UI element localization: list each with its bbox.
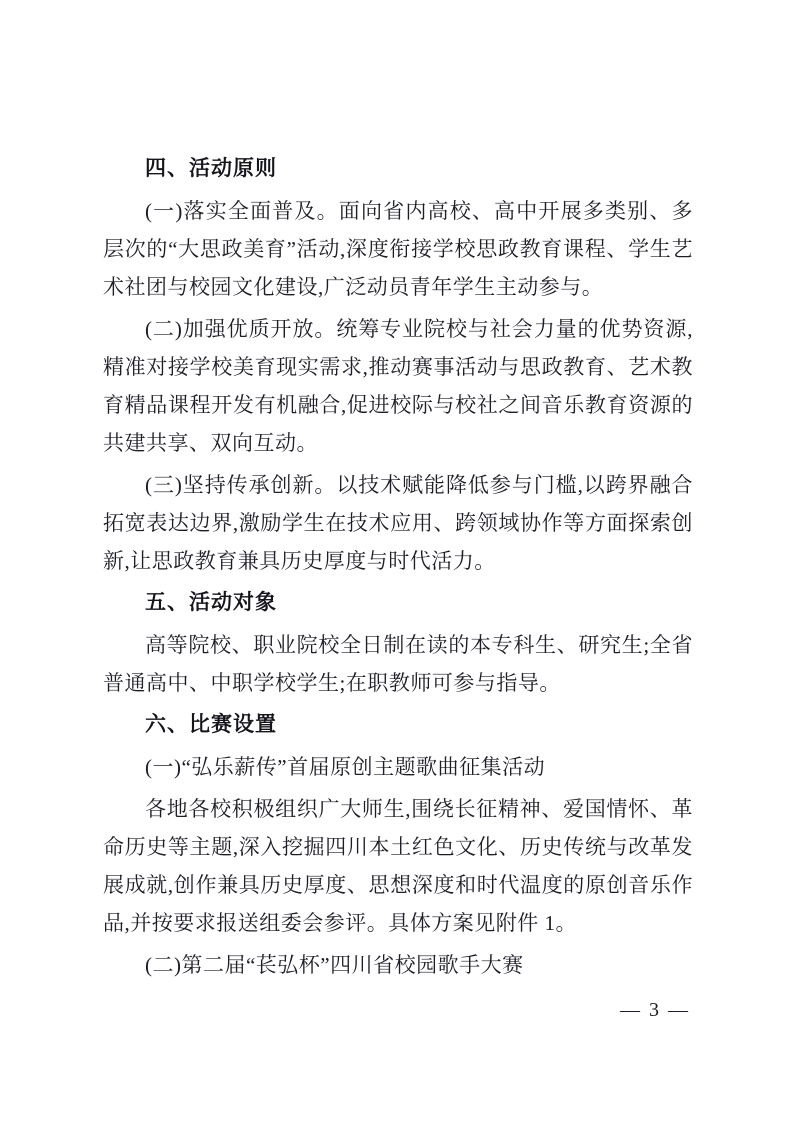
paragraph-principle-1: (一)落实全面普及。面向省内高校、高中开展多类别、多层次的“大思政美育”活动,深度衔接学校思政教育课程、学生艺术社团与校园文化建设,广泛动员青年学生主动参与。 xyxy=(103,199,693,299)
paragraph-principle-3: (三)坚持传承创新。以技术赋能降低参与门槛,以跨界融合拓宽表达边界,激励学生在技术应用、跨领域协作等方面探索创新,让思政教育兼具历史厚度与时代活力。 xyxy=(103,473,693,573)
section-heading-5: 五、活动对象 xyxy=(145,591,277,614)
page-number: — 3 — xyxy=(620,999,690,1021)
section-heading-4: 四、活动原则 xyxy=(145,157,277,180)
document-body xyxy=(103,150,693,984)
paragraph-song-collection: 各地各校积极组织广大师生,围绕长征精神、爱国情怀、革命历史等主题,深入挖掘四川本土红色文化、历史传统与改革发展成就,创作兼具历史厚度、思想深度和时代温度的原创音乐作品,并按要求报送组委会参评。具体方案见附件 1。 xyxy=(103,797,693,935)
paragraph-participants: 高等院校、职业院校全日制在读的本专科生、研究生;全省普通高中、中职学校学生;在职教师可参与指导。 xyxy=(103,633,693,695)
subsection-heading-6-1: (一)“弘乐薪传”首届原创主题歌曲征集活动 xyxy=(145,755,546,779)
section-heading-6: 六、比赛设置 xyxy=(145,713,277,736)
subsection-heading-6-2: (二)第二届“苌弘杯”四川省校园歌手大赛 xyxy=(145,953,524,977)
paragraph-principle-2: (二)加强优质开放。统筹专业院校与社会力量的优势资源,精准对接学校美育现实需求,推动赛事活动与思政教育、艺术教育精品课程开发有机融合,促进校际与校社之间音乐教育资源的共建共享、双向互动。 xyxy=(103,317,693,455)
